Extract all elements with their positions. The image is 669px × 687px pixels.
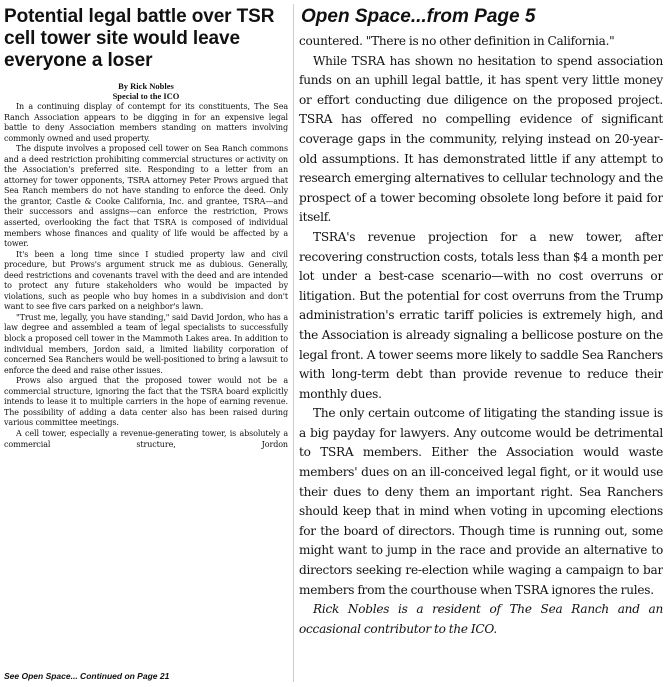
continued-jump-note: See Open Space... Continued on Page 21 [4,671,170,681]
byline-affiliation: Special to the ICO [112,91,180,101]
column-divider [293,4,294,682]
left-paragraph: It's been a long time since I studied property law and civil procedure, but Prows's argument struck me as dubious. Generally, deed restrictions and covenants travel with the deed and are intended to protect any future stakeholders who would be impacted by violations, such as people who buy homes in a subdivision and don't want to see five cars parked on a neighbor's lawn. [4,249,288,312]
left-paragraph: Prows also argued that the proposed tower would not be a commercial structure, ignoring the fact that the TSRA board explicitly intends to lease it to multiple carriers in the hope of earning revenue. The possibility of adding a data center also has been raised during various committee meetings. [4,376,288,428]
left-paragraph: "Trust me, legally, you have standing," said David Jordon, who has a law degree and assembled a team of legal specialists to successfully block a proposed cell tower in the Mammoth Lakes area. In addition to individual members, Jordon said, a limited liability corporation of concerned Sea Ranchers would be well-positioned to bring a lawsuit to enforce the deed and raise other issues. [4,312,288,375]
right-article-body [299,32,663,639]
left-paragraph: The dispute involves a proposed cell tower on Sea Ranch commons and a deed restriction prohibiting commercial structures or activity on the Association's preferred site. Responding to a letter from an attorney for tower opponents, TSRA attorney Peter Prows argued that Sea Ranch members do not have standing to enforce the deed. Only the grantor, Castle & Cooke California, Inc. and grantee, TSRA—and their successors and assigns—can enforce the restriction, Prows asserted, overlooking the fact that TSRA is composed of individual members whose finances and quality of life would be affected by a tower. [4,144,288,249]
author-bio: Rick Nobles is a resident of The Sea Ranch and an occasional contributor to the ICO. [299,602,663,636]
byline-author: By Rick Nobles [118,81,174,91]
right-paragraph: TSRA's revenue projection for a new tower, after recovering construction costs, totals less than $4 a month per lot under a best-case scenario—with no cost overruns or litigation. But the potential for cost overruns from the Trump administration's erratic tariff policies is extremely high, and the Association is already signaling a bellicose posture on the legal front. A tower seems more likely to saddle Sea Ranchers with long-term debt than provide revenue to reduce their monthly dues. [299,229,663,401]
article-headline: Potential legal battle over TSR cell tower site would leave everyone a loser [4,6,275,71]
left-article-column [4,0,288,687]
left-paragraph: A cell tower, especially a revenue-generating tower, is absolutely a commercial structure, Jordon [4,428,288,449]
left-article-body [4,102,288,450]
right-article-column [299,0,663,687]
right-paragraph: While TSRA has shown no hesitation to spend association funds on an uphill legal battle, it has spent very little money or effort conducting due diligence on the proposed project. TSRA has offered no compelling evidence of significant coverage gaps in the community, relying instead on 20-year-old assumptions. It has demonstrated little if any attempt to research emerging alternatives to cellular technology and the prospect of a tower becoming obsolete long before it paid for itself. [299,53,663,225]
right-paragraph: countered. "There is no other definition in California." [299,34,615,48]
left-paragraph: In a continuing display of contempt for its constituents, The Sea Ranch Association appears to be digging in for an expensive legal battle to deny Association members standing on matters involving commonly owned and used property. [4,102,288,143]
right-paragraph: The only certain outcome of litigating the standing issue is a big payday for lawyers. Any outcome would be detrimental to TSRA members. Either the Association would waste members' dues on an ill-conceived legal fight, or it would use their dues to deny them an important right. Sea Ranchers should keep that in mind when voting in upcoming elections for the board of directors. Though time is running out, some might want to jump in the race and provide an alternative to directors seeking re-election while waging a campaign to bar members from the courthouse when TSRA ignores the rules. [299,406,663,597]
continuation-header: Open Space...from Page 5 [301,6,536,27]
